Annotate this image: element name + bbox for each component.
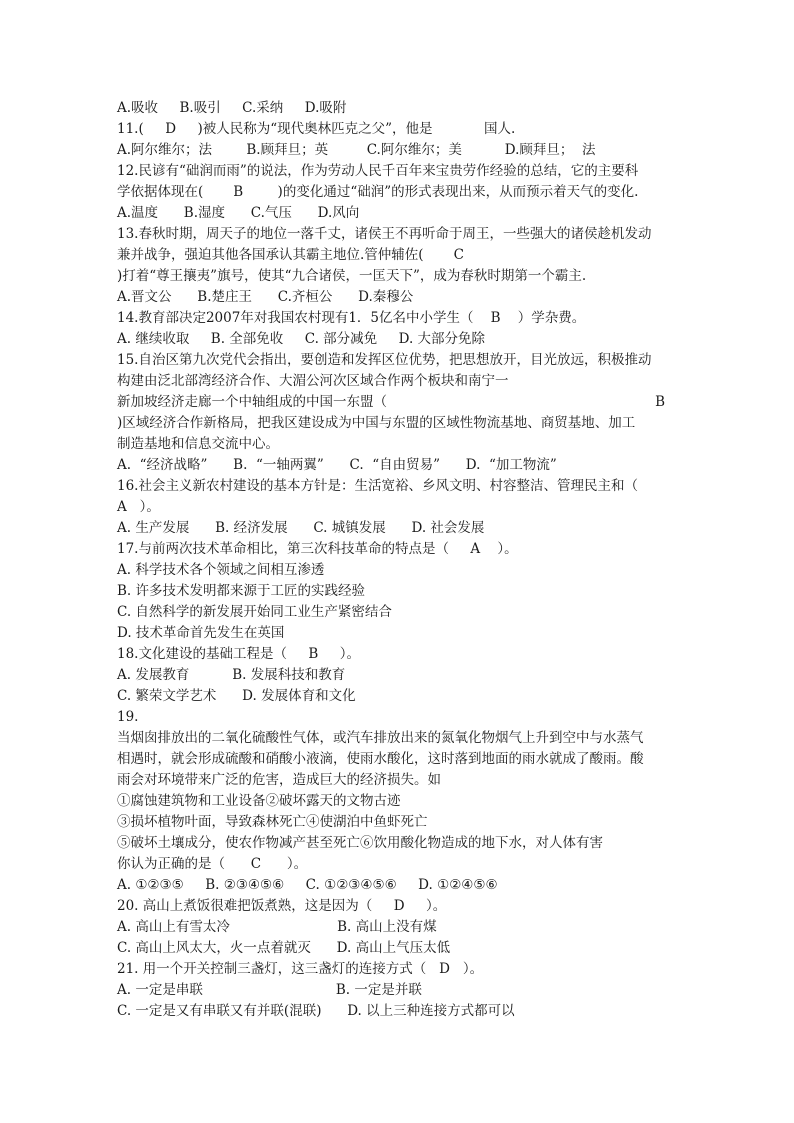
q18-stem: 18.文化建设的基础工程是（ B ）。: [117, 646, 361, 662]
q19-stem-line1: 当烟囱排放出的二氧化硫酸性气体，或汽车排放出来的氮氧化物烟气上升到空中与水蒸气: [117, 730, 644, 746]
q15-stem-line5: 制造基地和信息交流中心。: [117, 436, 279, 452]
q15-stem-line2: 构建由泛北部湾经济合作、大湄公河次区域合作两个板块和南宁一: [117, 373, 509, 389]
q17-option-a: A. 科学技术各个领域之间相互渗透: [117, 562, 325, 578]
q19-items-3-4: ③损坏植物叶面，导致森林死亡④使湖泊中鱼虾死亡: [117, 814, 428, 830]
q17-option-c: C. 自然科学的新发展开始同工业生产紧密结合: [117, 604, 392, 620]
q13-options: A.晋文公 B.楚庄王 C.齐桓公 D.秦穆公: [117, 289, 414, 305]
q16-stem-line2: A ）。: [117, 499, 160, 515]
q13-stem-line3: )打着“尊王攘夷”旗号，使其“九合诸侯，一匡天下”，成为春秋时期第一个霸主.: [117, 268, 587, 284]
q12-stem-line2: 学依据体现在( B )的变化通过“础润”的形式表现出来，从而预示着天气的变化.: [117, 184, 639, 200]
q17-option-d: D. 技术革命首先发生在英国: [117, 625, 285, 641]
q15-stem-line3: 新加坡经济走廊一个中轴组成的中国一东盟（: [117, 394, 387, 410]
q16-options: A. 生产发展 B. 经济发展 C. 城镇发展 D. 社会发展: [117, 520, 485, 536]
q12-stem-line1: 12.民谚有“础润而雨”的说法，作为劳动人民千百年来宝贵劳作经验的总结，它的主要科: [117, 163, 639, 179]
q17-stem: 17.与前两次技术革命相比，第三次科技革命的特点是（ A ）。: [117, 541, 518, 557]
q19-options: A. ①②③⑤ B. ②③④⑤⑥ C. ①②③④⑤⑥ D. ①②④⑤⑥: [117, 877, 498, 893]
q19-stem-line3: 雨会对环境带来广泛的危害，造成巨大的经济损失。如: [117, 772, 441, 788]
q20-options-cd: C. 高山上风太大，火一点着就灭 D. 高山上气压太低: [117, 940, 451, 956]
q17-option-b: B. 许多技术发明都来源于工匠的实践经验: [117, 583, 366, 599]
q19-stem-line2: 相遇时，就会形成硫酸和硝酸小液滴，使雨水酸化，这时落到地面的雨水就成了酸雨。酸: [117, 751, 644, 767]
q12-options: A.温度 B.湿度 C.气压 D.风向: [117, 205, 360, 221]
q20-options-ab: A. 高山上有雪太冷 B. 高山上没有煤: [117, 919, 437, 935]
q11-options: A.阿尔维尔；法 B.顾拜旦；英 C.阿尔维尔；美 D.顾拜旦； 法: [117, 142, 596, 158]
q19-number: 19.: [117, 709, 139, 725]
q15-answer: B: [655, 394, 665, 410]
q15-stem-line4: )区域经济合作新格局，把我区建设成为中国与东盟的区域性物流基地、商贸基地、加工: [117, 415, 636, 431]
q21-options-ab: A. 一定是串联 B. 一定是并联: [117, 982, 422, 998]
q18-options-ab: A. 发展教育 B. 发展科技和教育: [117, 667, 346, 683]
q14-stem: 14.教育部决定2007年对我国农村现有1．5亿名中小学生（ B ）学杂费。: [117, 310, 586, 326]
q16-stem-line1: 16.社会主义新农村建设的基本方针是：生活宽裕、乡风文明、村容整洁、管理民主和（: [117, 478, 638, 494]
q21-stem: 21. 用一个开关控制三盏灯，这三盏灯的连接方式（ D ）。: [117, 961, 484, 977]
q14-options: A. 继续收取 B. 全部免收 C. 部分减免 D. 大部分免除: [117, 331, 486, 347]
q19-items-1-2: ①腐蚀建筑物和工业设备②破坏露天的文物古迹: [117, 793, 401, 809]
q21-options-cd: C. 一定是又有串联又有并联(混联) D. 以上三种连接方式都可以: [117, 1003, 515, 1019]
q15-options: A. “经济战略” B. “一轴两翼” C. “自由贸易” D. “加工物流”: [117, 457, 557, 473]
q15-stem-line1: 15.自治区第九次党代会指出，要创造和发挥区位优势，把思想放开，目光放远，积极推动: [117, 352, 652, 368]
q18-options-cd: C. 繁荣文学艺术 D. 发展体育和文化: [117, 688, 356, 704]
q20-stem: 20. 高山上煮饭很难把饭煮熟，这是因为（ D ）。: [117, 898, 447, 914]
q13-stem-line1: 13.春秋时期，周天子的地位一落千丈，诸侯王不再听命于周王，一些强大的诸侯趁机发动: [117, 226, 652, 242]
q11-stem: 11.( D )被人民称为“现代奥林匹克之父”，他是 国人.: [117, 121, 516, 137]
q13-stem-line2: 兼并战争，强迫其他各国承认其霸主地位.管仲辅佐( C: [117, 247, 464, 263]
q19-prompt: 你认为正确的是（ C ）。: [117, 856, 308, 872]
q19-items-5-6: ⑤破坏土壤成分，使农作物减产甚至死亡⑥饮用酸化物造成的地下水，对人体有害: [117, 835, 603, 851]
q10-options: A.吸收 B.吸引 C.采纳 D.吸附: [117, 100, 347, 116]
